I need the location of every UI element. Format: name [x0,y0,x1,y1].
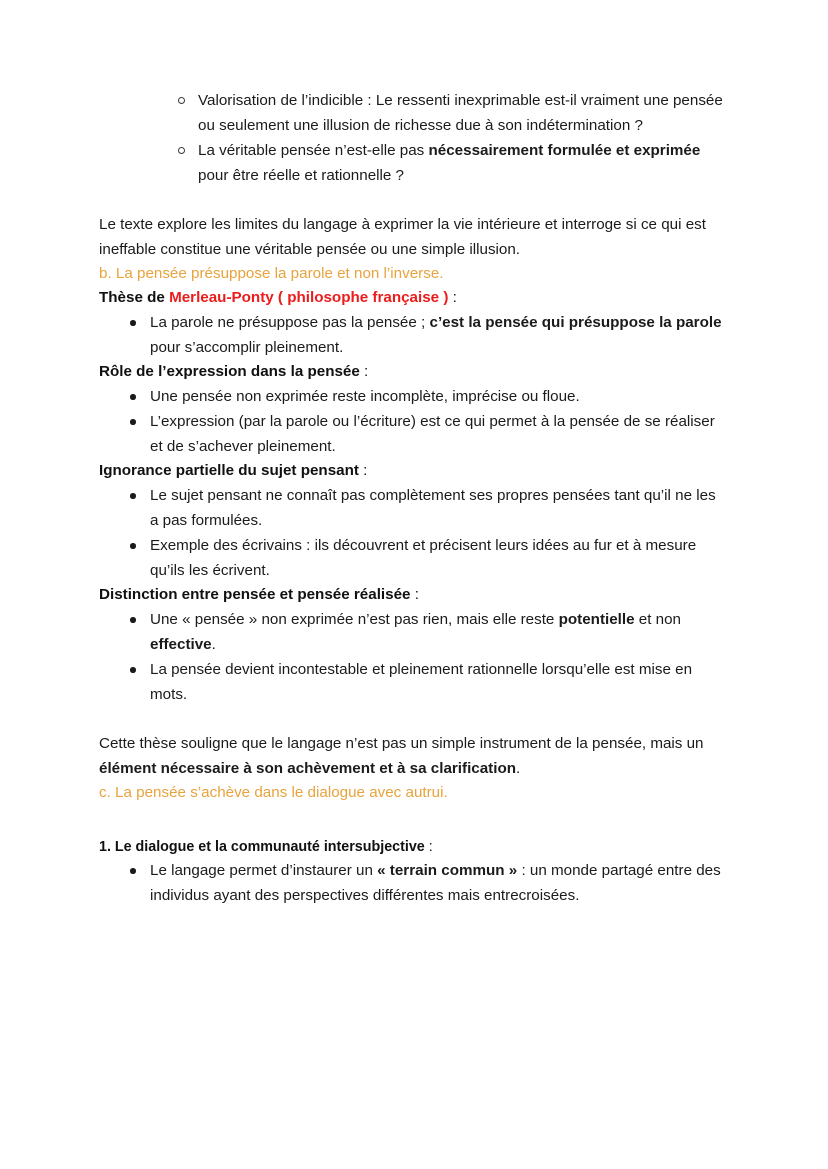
these-label: Thèse de [99,289,170,306]
list-item [99,310,723,360]
role-heading [99,360,723,384]
ignorance-bullet-list [99,483,723,583]
list-item-text: Le sujet pensant ne connaît pas complètement ses propres pensées tant qu’il ne les a pas formulées. [150,487,716,529]
conclusion-emphasis: élément nécessaire à son achèvement et à sa clarification [99,760,517,777]
list-item [99,483,723,533]
these-colon: : [448,289,457,306]
list-item [99,138,723,188]
list-item-text-tail: pour s’accomplir pleinement. [150,339,344,356]
ignorance-heading-colon: : [358,462,368,479]
section-b-heading: b. La pensée présuppose la parole et non l’inverse. [99,265,444,282]
section-c-subheading [99,836,723,858]
these-author: Merleau-Ponty ( philosophe française ) [169,289,449,306]
conclusion-text-tail: . [516,760,521,777]
top-sublist [99,88,723,188]
summary-paragraph: Le texte explore les limites du langage à exprimer la vie intérieure et interroge si ce qui est ineffable constitue une véritable pensée ou une simple illusion. [99,216,706,258]
these-bullet-list [99,310,723,360]
list-item-text: Le langage permet d’instaurer un [150,862,378,879]
role-heading-colon: : [359,363,369,380]
list-item-text: Exemple des écrivains : ils découvrent et précisent leurs idées au fur et à mesure qu’ils les écrivent. [150,537,697,579]
list-item-text: La véritable pensée n’est-elle pas [198,142,429,159]
distinction-heading-colon: : [410,586,419,603]
list-item-text-tail: . [211,636,216,653]
distinction-heading [99,583,723,607]
list-item-text: Une pensée non exprimée reste incomplète, imprécise ou floue. [150,388,580,405]
distinction-bullet-list [99,607,723,707]
section-c-heading: c. La pensée s’achève dans le dialogue avec autrui. [99,784,448,801]
list-item-emphasis: c’est la pensée qui présuppose la parole [429,314,722,331]
list-item-text: Une « pensée » non exprimée n’est pas rien, mais elle reste [150,611,559,628]
list-item-emphasis: nécessairement formulée et exprimée [428,142,701,159]
list-item-text: Valorisation de l’indicible : Le ressenti inexprimable est-il vraiment une pensée ou seulement une illusion de richesse due à son indétermination ? [198,92,723,134]
section-c-subheading-label: 1. Le dialogue et la communauté intersubjective [99,839,425,855]
list-item [99,858,723,908]
list-item-emphasis: « terrain commun » [377,862,518,879]
these-heading [99,286,723,310]
list-item-text-tail: : un monde partagé entre des individus ayant des perspectives différentes mais entrecroisées. [150,862,721,904]
distinction-heading-label: Distinction entre pensée et pensée réalisée [99,586,411,603]
list-item-text: La pensée devient incontestable et pleinement rationnelle lorsqu’elle est mise en mots. [150,661,693,703]
role-bullet-list [99,384,723,459]
list-item-emphasis-2: effective [150,636,212,653]
conclusion-text: Cette thèse souligne que le langage n’est pas un simple instrument de la pensée, mais un [99,735,704,752]
ignorance-heading [99,459,723,483]
ignorance-heading-label: Ignorance partielle du sujet pensant [99,462,359,479]
list-item [99,88,723,138]
list-item-text: La parole ne présuppose pas la pensée ; [150,314,430,331]
list-item [99,409,723,459]
section-c-subheading-colon: : [424,839,433,855]
list-item [99,607,723,657]
list-item-text-mid: et non [634,611,682,628]
list-item-text: L’expression (par la parole ou l’écriture) est ce qui permet à la pensée de se réaliser et de s’achever pleinement. [150,413,715,455]
role-heading-label: Rôle de l’expression dans la pensée [99,363,360,380]
list-item [99,384,723,409]
section-c-bullet-list [99,858,723,908]
list-item [99,657,723,707]
list-item-text-tail: pour être réelle et rationnelle ? [198,167,405,184]
section-b-conclusion [99,731,723,781]
list-item-emphasis: potentielle [558,611,635,628]
list-item [99,533,723,583]
